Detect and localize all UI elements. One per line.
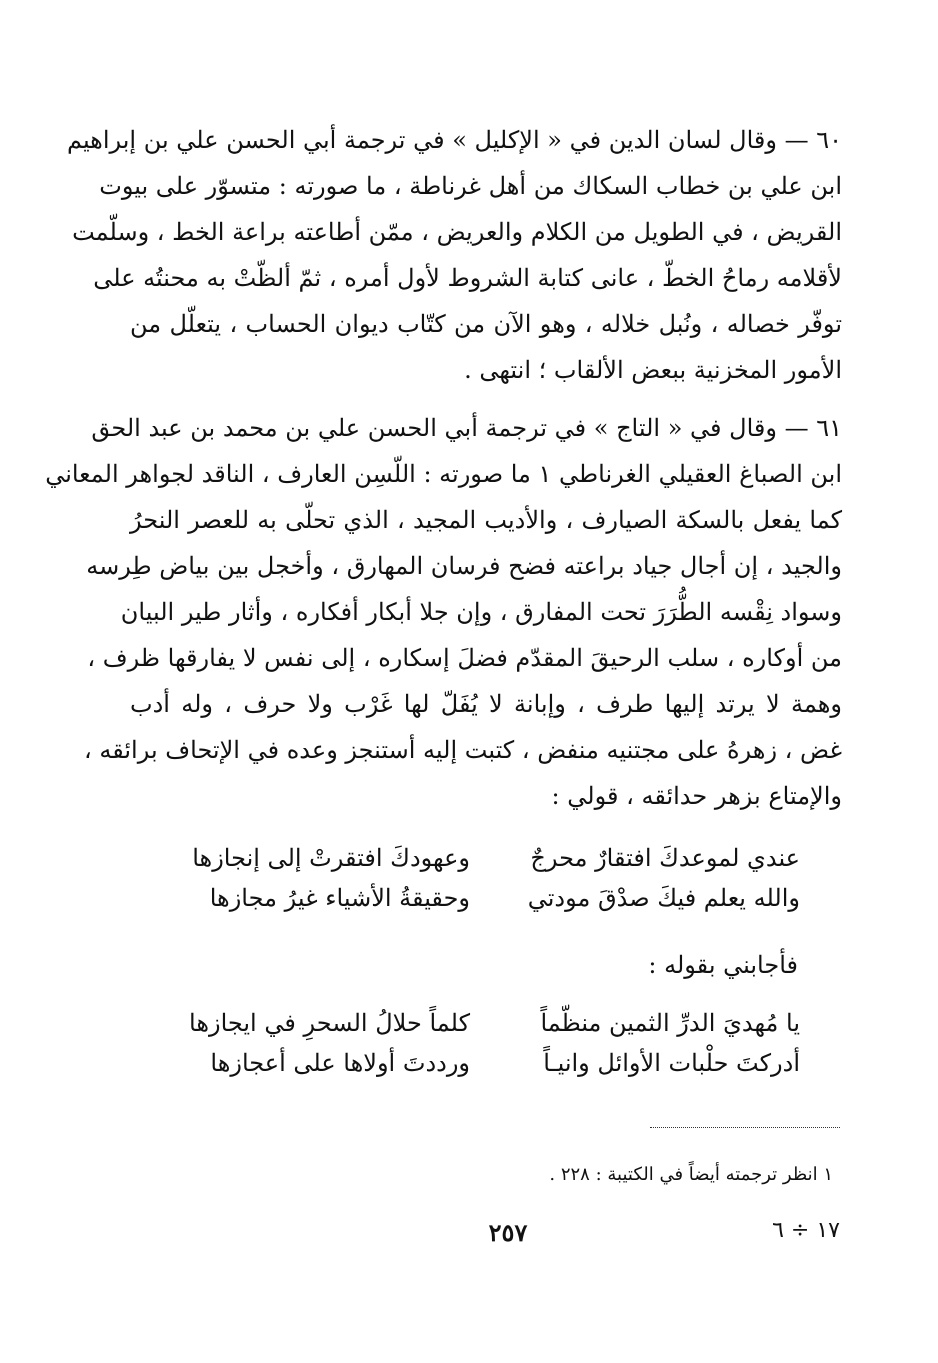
paragraph-60-line: ٦٠ — وقال لسان الدين في « الإكليل » في ترجمة أبي الحسن علي بن إبراهيم bbox=[66, 126, 842, 154]
verse-first-hemistich: يا مُهديَ الدرِّ الثمين منظّماً bbox=[540, 1009, 800, 1037]
paragraph-61-line: من أوكاره ، سلب الرحيقَ المقدّم فضلَ إسكاره ، إلى نفس لا يفارقها ظرف ، bbox=[87, 644, 842, 672]
paragraph-60 bbox=[66, 117, 842, 393]
verse-block-2 bbox=[170, 1003, 800, 1083]
paragraph-60-line: القريض ، في الطويل من الكلام والعريض ، ممّن أطاعته براعة الخط ، وسلّمت bbox=[72, 218, 842, 246]
paragraph-61-line: ابن الصباغ العقيلي الغرناطي ١ ما صورته : اللّسِن العارف ، الناقد لجواهر المعاني bbox=[45, 460, 842, 488]
footnote-separator bbox=[650, 1127, 840, 1128]
footnote: ١ انظر ترجمته أيضاً في الكتيبة : ٢٢٨ . bbox=[549, 1164, 833, 1185]
paragraph-60-line: توفّر خصاله ، ونُبل خلاله ، وهو الآن من كتّاب ديوان الحساب ، يتعلّل من bbox=[130, 310, 842, 338]
verse-second-hemistich: وعهودكَ افتقرتْ إلى إنجازها bbox=[192, 844, 470, 872]
paragraph-61-line: والإمتاع بزهر حدائقه ، قولي : bbox=[551, 782, 842, 810]
printer-signature: ١٧ ÷ ٦ bbox=[772, 1218, 840, 1243]
page-number: ٢٥٧ bbox=[488, 1218, 528, 1247]
verse-second-hemistich: كلماً حلالُ السحرِ في ايجازها bbox=[189, 1009, 470, 1037]
paragraph-60-line: ابن علي بن خطاب السكاك من أهل غرناطة ، ما صورته : متسوّر على بيوت bbox=[99, 172, 842, 200]
verse-second-hemistich: ورددتَ أولاها على أعجازها bbox=[210, 1049, 470, 1077]
paragraph-61-line: غض ، زهرهُ على مجتنيه منفض ، كتبت إليه أستنجز وعده في الإتحاف برائقه ، bbox=[83, 736, 842, 764]
paragraph-60-line: الأمور المخزنية ببعض الألقاب ؛ انتهى . bbox=[464, 356, 842, 384]
paragraph-61-line: والجيد ، إن أجال جياد براعته فضح فرسان المهارق ، وأخجل بين بياض طِرسه bbox=[86, 552, 842, 580]
paragraph-61-line: كما يفعل بالسكة الصيارف ، والأديب المجيد ، الذي تحلّى به للعصر النحرُ bbox=[130, 506, 842, 534]
verse-first-hemistich: والله يعلم فيكَ صدْقَ مودتي bbox=[527, 884, 800, 912]
paragraph-60-line: لأقلامه رماحُ الخطّ ، عانى كتابة الشروط لأول أمره ، ثمّ ألظّتْ به محنتُه على bbox=[93, 264, 842, 292]
verse-block-1 bbox=[170, 838, 800, 918]
verse-first-hemistich: عندي لموعدكَ افتقارٌ محرجٌ bbox=[530, 844, 800, 872]
paragraph-61-line: وهمة لا يرتد إليها طرف ، وإبانة لا يُفَلّ لها غَرْب ولا حرف ، وله أدب bbox=[130, 690, 842, 718]
verse-second-hemistich: وحقيقةُ الأشياء غيرُ مجازها bbox=[209, 884, 470, 912]
paragraph-61-line: ٦١ — وقال في « التاج » في ترجمة أبي الحسن علي بن محمد بن عبد الحق bbox=[91, 414, 842, 442]
reply-intro: فأجابني بقوله : bbox=[648, 951, 798, 979]
verse-line bbox=[170, 838, 800, 878]
verse-line bbox=[170, 878, 800, 918]
verse-line bbox=[170, 1043, 800, 1083]
verse-first-hemistich: أدركتَ حلْبات الأوائل وانيـاً bbox=[543, 1049, 800, 1077]
verse-line bbox=[170, 1003, 800, 1043]
paragraph-61-line: وسواد نِقْسه الطُّرَرَ تحت المفارق ، وإن جلا أبكار أفكاره ، وأثار طير البيان bbox=[120, 598, 842, 626]
paragraph-61 bbox=[45, 405, 842, 819]
